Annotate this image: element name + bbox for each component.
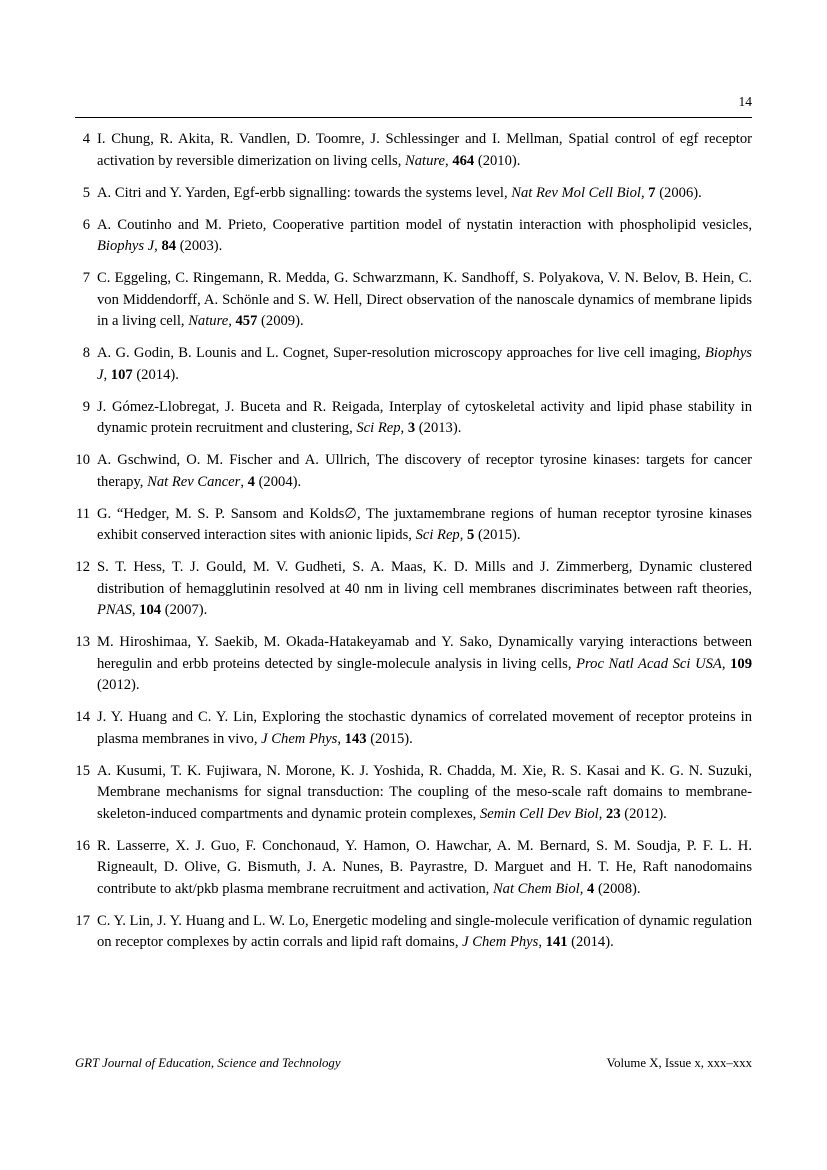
reference-item bbox=[75, 397, 752, 440]
reference-item bbox=[75, 504, 752, 547]
reference-item bbox=[75, 632, 752, 697]
reference-number: 4 bbox=[82, 131, 90, 147]
reference-text: A. Citri and Y. Yarden, Egf-erbb signalling: towards the systems level, Nat Rev Mol Cell Biol, 7 (2006). bbox=[97, 184, 702, 201]
reference-text: A. Kusumi, T. K. Fujiwara, N. Morone, K. J. Yoshida, R. Chadda, M. Xie, R. S. Kasai and K. G. N. Suzuki, Membrane mechanisms for signal transduction: The coupling of the meso-scale raft domains to membrane-skeleton-induced compartments and dynamic protein complexes, Semin Cell Dev Biol, 23 (2012). bbox=[97, 762, 752, 822]
reference-item bbox=[75, 215, 752, 258]
reference-text: C. Y. Lin, J. Y. Huang and L. W. Lo, Energetic modeling and single-molecule verification of dynamic regulation on receptor complexes by actin corrals and lipid raft domains, J Chem Phys, 141 (2014). bbox=[97, 912, 752, 950]
reference-number: 16 bbox=[75, 837, 90, 854]
reference-number: 14 bbox=[75, 709, 90, 725]
reference-item bbox=[75, 268, 752, 333]
page-number: 14 bbox=[738, 94, 752, 109]
reference-number: 5 bbox=[82, 184, 90, 201]
reference-number: 10 bbox=[75, 452, 90, 468]
reference-item bbox=[75, 129, 752, 172]
journal-name: GRT Journal of Education, Science and Technology bbox=[75, 1056, 341, 1070]
reference-text: R. Lasserre, X. J. Guo, F. Conchonaud, Y. Hamon, O. Hawchar, A. M. Bernard, S. M. Soudja, P. F. L. H. Rigneault, D. Olive, G. Bismuth, J. A. Nunes, B. Payrastre, D. Marguet and H. T. He, Raft nanodomains contribute to akt/pkb plasma membrane recruitment and activation, Nat Chem Biol, 4 (2008). bbox=[97, 837, 752, 897]
reference-number: 8 bbox=[82, 345, 90, 361]
reference-item bbox=[75, 450, 752, 493]
reference-number: 17 bbox=[75, 912, 90, 929]
reference-item bbox=[75, 911, 752, 954]
reference-text: I. Chung, R. Akita, R. Vandlen, D. Toomre, J. Schlessinger and I. Mellman, Spatial control of egf receptor activation by reversible dimerization on living cells, Nature, 464 (2010). bbox=[97, 131, 752, 169]
reference-number: 6 bbox=[82, 216, 90, 233]
reference-item bbox=[75, 761, 752, 826]
reference-item bbox=[75, 707, 752, 750]
reference-list bbox=[75, 129, 752, 964]
reference-number: 15 bbox=[75, 762, 90, 779]
reference-text: A. Gschwind, O. M. Fischer and A. Ullrich, The discovery of receptor tyrosine kinases: targets for cancer therapy, Nat Rev Cancer, 4 (2004). bbox=[97, 452, 752, 490]
reference-number: 11 bbox=[75, 505, 90, 522]
reference-number: 7 bbox=[82, 270, 90, 286]
reference-text: J. Y. Huang and C. Y. Lin, Exploring the stochastic dynamics of correlated movement of receptor proteins in plasma membranes in vivo, J Chem Phys, 143 (2015). bbox=[97, 709, 752, 747]
reference-text: J. Gómez-Llobregat, J. Buceta and R. Reigada, Interplay of cytoskeletal activity and lipid phase stability in dynamic protein recruitment and clustering, Sci Rep, 3 (2013). bbox=[97, 398, 752, 436]
reference-text: G. “Hedger, M. S. P. Sansom and Kolds∅, The juxtamembrane regions of human receptor tyrosine kinases exhibit conserved interaction sites with anionic lipids, Sci Rep, 5 (2015). bbox=[97, 505, 752, 543]
page-footer bbox=[75, 1055, 752, 1071]
reference-item bbox=[75, 836, 752, 901]
reference-item bbox=[75, 183, 752, 205]
reference-item bbox=[75, 557, 752, 622]
reference-number: 9 bbox=[82, 398, 90, 415]
reference-item bbox=[75, 343, 752, 386]
reference-number: 12 bbox=[75, 559, 90, 575]
volume-issue: Volume X, Issue x, xxx–xxx bbox=[606, 1056, 752, 1070]
reference-text: M. Hiroshimaa, Y. Saekib, M. Okada-Hatakeyamab and Y. Sako, Dynamically varying interactions between heregulin and erbb proteins detected by single-molecule analysis in living cells, Proc Natl Acad Sci USA, 109 (2012). bbox=[97, 634, 752, 693]
reference-text: A. G. Godin, B. Lounis and L. Cognet, Super-resolution microscopy approaches for live cell imaging, Biophys J, 107 (2014). bbox=[97, 345, 752, 383]
reference-text: A. Coutinho and M. Prieto, Cooperative partition model of nystatin interaction with phospholipid vesicles, Biophys J, 84 (2003). bbox=[97, 216, 752, 254]
header-rule bbox=[75, 117, 752, 118]
reference-text: C. Eggeling, C. Ringemann, R. Medda, G. Schwarzmann, K. Sandhoff, S. Polyakova, V. N. Belov, B. Hein, C. von Middendorff, A. Schönle and S. W. Hell, Direct observation of the nanoscale dynamics of membrane lipids in a living cell, Nature, 457 (2009). bbox=[97, 270, 752, 329]
reference-number: 13 bbox=[75, 634, 90, 650]
reference-text: S. T. Hess, T. J. Gould, M. V. Gudheti, S. A. Maas, K. D. Mills and J. Zimmerberg, Dynamic clustered distribution of hemagglutinin resolved at 40 nm in living cell membranes discriminates between raft theories, PNAS, 104 (2007). bbox=[97, 559, 752, 618]
